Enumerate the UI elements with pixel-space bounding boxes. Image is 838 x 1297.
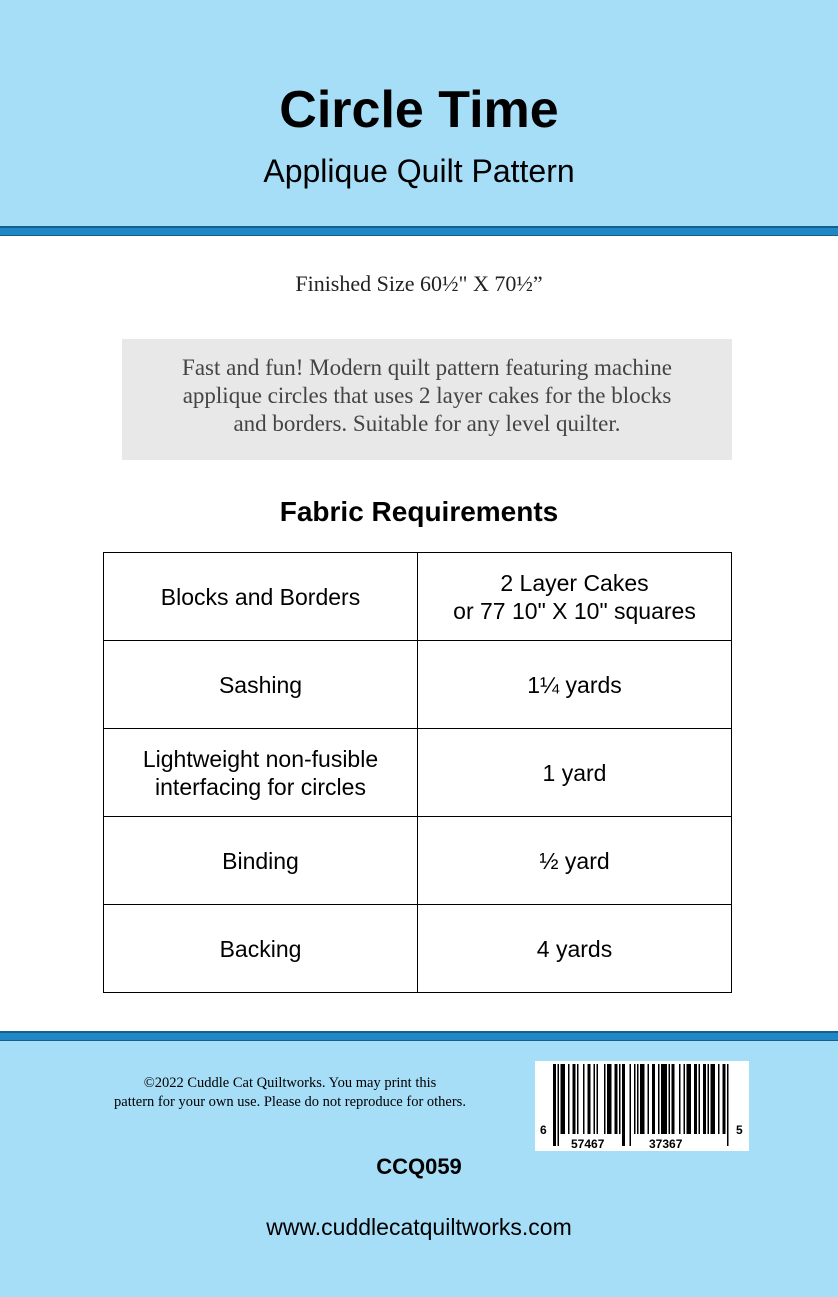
fabric-item: Backing — [104, 905, 418, 993]
barcode-bar — [637, 1064, 639, 1134]
barcode-bar — [694, 1064, 697, 1134]
barcode-bar — [619, 1064, 621, 1134]
fabric-amount: 4 yards — [418, 905, 732, 993]
fabric-amount: ½ yard — [418, 817, 732, 905]
table-row — [104, 905, 732, 993]
barcode-bar — [661, 1064, 667, 1134]
barcode-bar — [658, 1064, 660, 1134]
table-row — [104, 641, 732, 729]
barcode-bar — [597, 1064, 599, 1134]
pattern-subtitle: Applique Quilt Pattern — [263, 153, 575, 189]
barcode-bar — [718, 1064, 720, 1134]
barcode-first-digit: 6 — [540, 1123, 547, 1137]
footer-banner — [0, 1041, 838, 1297]
barcode-bar — [640, 1064, 645, 1134]
barcode-bar — [594, 1064, 596, 1134]
description-box — [122, 339, 732, 460]
fabric-amount: 1¼ yards — [418, 641, 732, 729]
fabric-requirements-heading: Fabric Requirements — [279, 496, 559, 527]
product-code: CCQ059 — [376, 1154, 462, 1179]
barcode-check-digit: 5 — [736, 1123, 743, 1137]
fabric-item: Lightweight non-fusible interfacing for circles — [104, 729, 418, 817]
barcode-bar — [573, 1064, 576, 1134]
barcode-bar — [634, 1064, 636, 1134]
website-url: www.cuddlecatquiltworks.com — [266, 1214, 572, 1240]
header-divider — [0, 226, 838, 236]
barcode-bar — [577, 1064, 579, 1134]
barcode-bar — [669, 1064, 671, 1134]
barcode-bar — [588, 1064, 591, 1134]
barcode-bar — [687, 1064, 692, 1134]
barcode-bar — [558, 1064, 560, 1146]
fabric-item: Blocks and Borders — [104, 553, 418, 641]
barcode-bar — [723, 1064, 726, 1134]
barcode-bar — [672, 1064, 675, 1134]
barcode-bar — [708, 1064, 710, 1134]
description-text: Fast and fun! Modern quilt pattern featuring machine applique circles that uses 2 layer cakes for the blocks and borders. Suitable for any level quilter. — [182, 355, 672, 436]
barcode-bar — [648, 1064, 650, 1134]
barcode-bar — [699, 1064, 701, 1134]
upc-barcode — [535, 1061, 749, 1151]
fabric-item: Sashing — [104, 641, 418, 729]
barcode-bars — [535, 1061, 749, 1151]
fabric-requirements-table — [103, 552, 732, 993]
barcode-bar — [583, 1064, 585, 1134]
barcode-bar — [679, 1064, 681, 1134]
footer-divider — [0, 1031, 838, 1041]
fabric-item: Binding — [104, 817, 418, 905]
barcode-left-group: 57467 — [571, 1137, 605, 1151]
barcode-bar — [568, 1064, 570, 1134]
barcode-right-group: 37367 — [649, 1137, 683, 1151]
table-row — [104, 729, 732, 817]
barcode-bar — [604, 1064, 606, 1134]
barcode-bar — [727, 1064, 729, 1146]
barcode-bar — [711, 1064, 716, 1134]
header-banner — [0, 0, 838, 226]
barcode-bar — [630, 1064, 632, 1146]
fabric-amount: 2 Layer Cakes or 77 10" X 10" squares — [418, 553, 732, 641]
pattern-title: Circle Time — [279, 81, 559, 139]
copyright-notice: ©2022 Cuddle Cat Quiltworks. You may print this pattern for your own use. Please do not reproduce for others. — [114, 1075, 466, 1110]
barcode-bar — [615, 1064, 618, 1134]
barcode-bar — [652, 1064, 655, 1134]
barcode-bar — [607, 1064, 612, 1134]
fabric-amount: 1 yard — [418, 729, 732, 817]
table-row — [104, 817, 732, 905]
barcode-bar — [684, 1064, 686, 1134]
barcode-bar — [622, 1064, 625, 1146]
barcode-bar — [561, 1064, 566, 1134]
finished-size: Finished Size 60½" X 70½” — [295, 271, 543, 296]
barcode-bar — [703, 1064, 706, 1134]
barcode-bar — [553, 1064, 556, 1146]
table-row — [104, 553, 732, 641]
